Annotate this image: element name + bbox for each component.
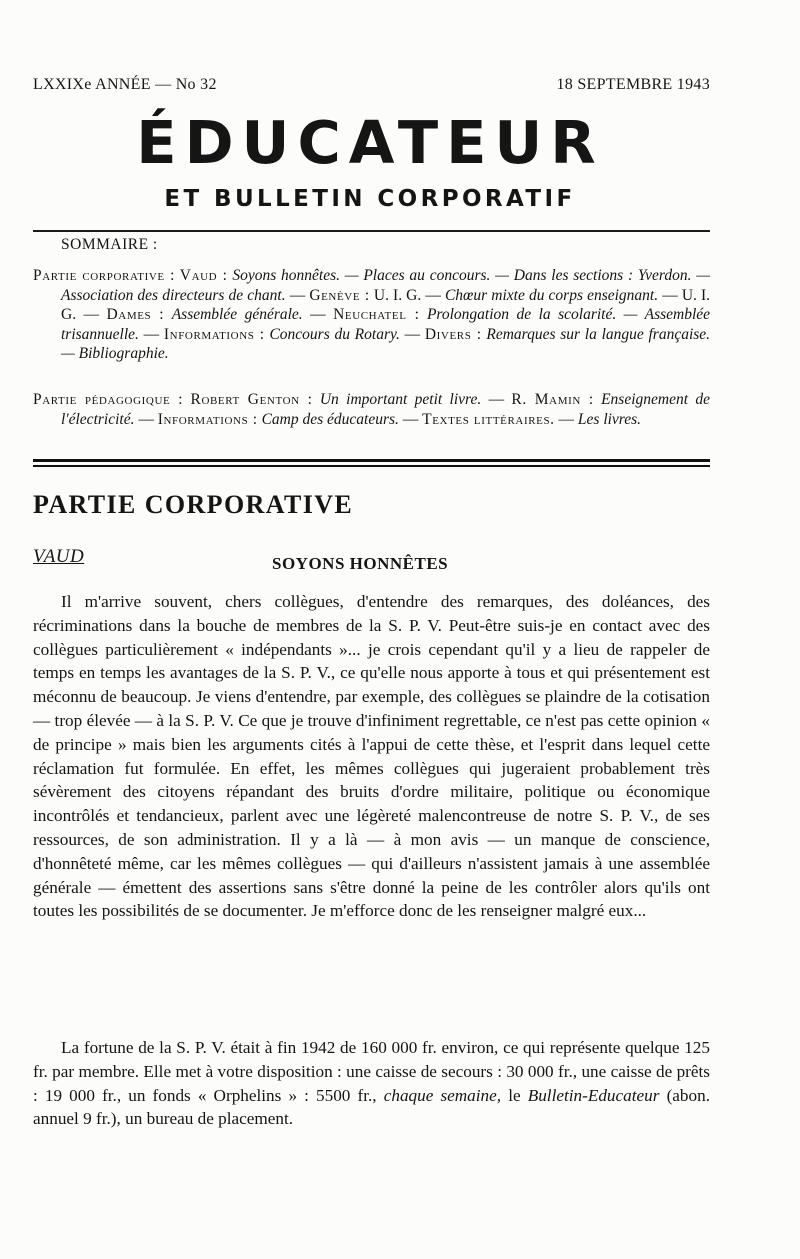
- toc-pedagogique-label: Partie pédagogique :: [33, 391, 184, 408]
- toc-geneve-item2: Assemblée générale.: [171, 306, 303, 323]
- article-paragraph-1: [33, 590, 710, 923]
- issue-date: 18 SEPTEMBRE 1943: [556, 76, 710, 93]
- region-heading: VAUD: [33, 546, 85, 567]
- toc-divers-label: Divers :: [424, 325, 482, 343]
- issue-number: LXXIXe ANNÉE — No 32: [33, 76, 217, 93]
- toc-uig2: U. I. G. —: [61, 286, 711, 323]
- toc-neuchatel-label: Neuchatel :: [333, 306, 420, 323]
- header-rule: [33, 230, 710, 232]
- toc-informations-items: Concours du Rotary.: [269, 325, 400, 343]
- toc-dames-label: Dames :: [106, 306, 165, 323]
- paragraph-2-le: le: [508, 1085, 521, 1105]
- toc-vaud-items: Soyons honnêtes. — Places au concours. — Dans les sections : Yverdon. — Association des directeurs de chant.: [61, 267, 711, 304]
- article-title: SOYONS HONNÊTES: [272, 554, 449, 573]
- toc-ped-item3: Camp des éducateurs.: [261, 410, 399, 428]
- sommaire-rule-thick: [33, 459, 710, 462]
- toc-uig: U. I. G. —: [373, 286, 441, 304]
- toc-ped-item1: Un important petit livre.: [319, 391, 482, 408]
- toc-partie-corporative: Partie corporative : Vaud : Soyons honnêtes. — Places au concours. — Dans les sections : Yverdon. — Association des directeurs de chant. — Genève : U. I. G. — Chœur mixte du corps enseignant. — U. I. G. — Dames : Assemblée générale. — Neuchatel : Prolongation de la scolarité. — Assemblée trisannuelle. — Informations : Concours du Rotary. — Divers : Remarques sur la langue française. — Bibliographie.: [33, 267, 711, 362]
- masthead-subtitle: ET BULLETIN CORPORATIF: [164, 186, 576, 212]
- paragraph-2-italic2: Bulletin-Educateur: [527, 1085, 660, 1105]
- toc-neuchatel-items: Prolongation de la scolarité. — Assemblée trisannuelle.: [61, 306, 711, 343]
- toc-author-genton: Robert Genton :: [190, 391, 313, 408]
- toc-vaud-label: Vaud :: [179, 267, 228, 284]
- toc-geneve-label: Genève :: [309, 286, 370, 304]
- section-title: PARTIE CORPORATIVE: [33, 490, 354, 519]
- sommaire-title: SOMMAIRE :: [61, 236, 158, 253]
- toc-partie-pedagogique: Partie pédagogique : Robert Genton : Un important petit livre. — R. Mamin : Enseignement de l'électricité. — Informations : Camp des éducateurs. — Textes littéraires. — Les livres.: [33, 391, 711, 428]
- toc-author-mamin: R. Mamin :: [511, 391, 594, 408]
- toc-informations-label: Informations :: [163, 325, 265, 343]
- paragraph-2-italic1: chaque semaine,: [383, 1085, 502, 1105]
- masthead-title: ÉDUCATEUR: [136, 108, 604, 177]
- article-paragraph-2: [33, 1036, 710, 1131]
- paragraph-2-part2: (abon. annuel 9 fr.), un bureau de placement.: [33, 1085, 710, 1129]
- toc-ped-informations-label: Informations :: [157, 410, 258, 428]
- toc-textes-label: Textes littéraires.: [422, 410, 555, 428]
- toc-divers-items: Remarques sur la langue française. — Bibliographie.: [61, 325, 711, 362]
- toc-corporative-label: Partie corporative :: [33, 267, 175, 284]
- paragraph-2-part1: La fortune de la S. P. V. était à fin 1942 de 160 000 fr. environ, ce qui représente quelque 125 fr. par membre. Elle met à votre disposition : une caisse de secours : 30 000 fr., une caisse de prêts : 19 000 fr., un fonds « Orphelins » : 5500 fr.,: [33, 1038, 710, 1105]
- toc-geneve-item1: Chœur mixte du corps enseignant.: [444, 286, 659, 304]
- toc-ped-item2: Enseignement de l'électricité.: [61, 391, 711, 428]
- toc-ped-item4: Les livres.: [577, 410, 642, 428]
- sommaire-rule-thin: [33, 465, 710, 467]
- paragraph-1-text: Il m'arrive souvent, chers collègues, d'entendre des remarques, des doléances, des récriminations dans la bouche de membres de la S. P. V. Peut-être suis-je en contact avec des collègues particulièrement « indépendants »... je crois cependant qu'il y a lieu de rappeler de temps en temps les avantages de la S. P. V., ce qu'elle nous apporte à tous et qui présentement est méconnu de beaucoup. Je viens d'entendre, par exemple, des collègues se plaindre de la cotisation — trop élevée — à la S. P. V. Ce que je trouve d'infiniment regrettable, ce n'est pas cette opinion « de principe » mais bien les arguments cités à l'appui de cette thèse, et l'esprit dans lequel cette réclamation fut formulée. En effet, les mêmes collègues qui jugeraient probablement très sévèrement des citoyens répandant des bruits d'ordre militaire, politique ou économique incontrôlés et tendancieux, parlent avec une légèreté malencontreuse de notre S. P. V., de ses ressources, de son administration. Il y a là — à mon avis — un manque de conscience, d'honnêteté même, car les mêmes collègues — qui d'ailleurs n'assistent jamais à une assemblée générale — émettent des assertions sans s'être donné la peine de les contrôler alors qu'ils ont toutes les possibilités de se documenter. Je m'efforce donc de les renseigner malgré eux...: [33, 592, 710, 921]
